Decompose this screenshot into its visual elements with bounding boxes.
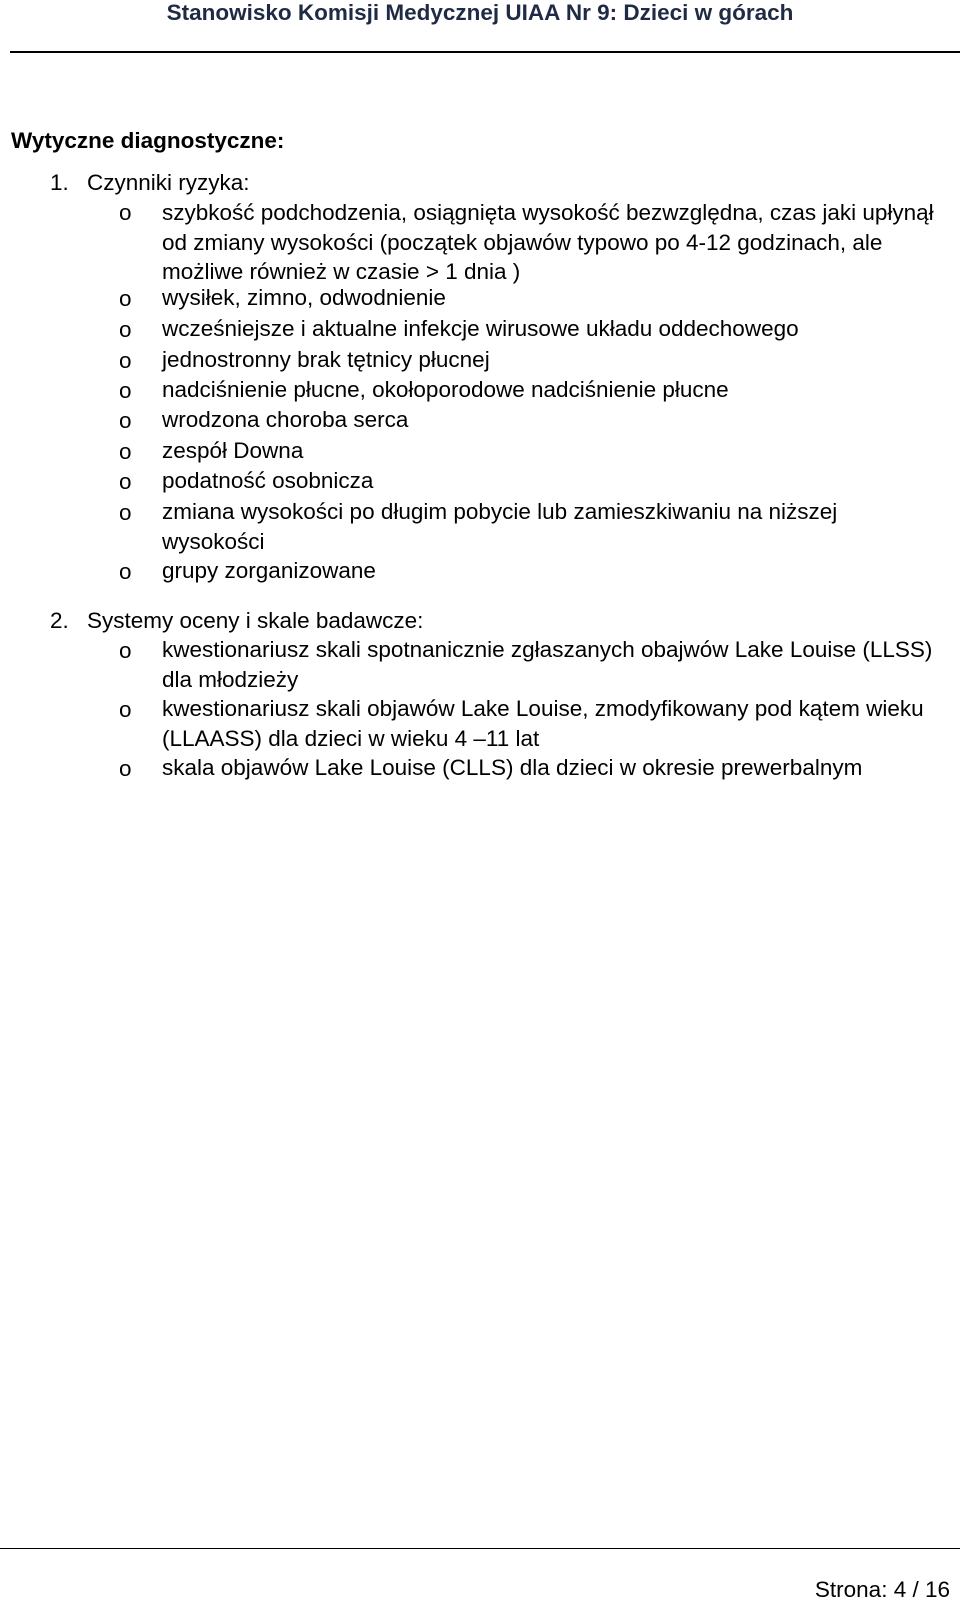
- list-item: skala objawów Lake Louise (CLLS) dla dzieci w okresie prewerbalnym: [162, 755, 863, 780]
- list-item: kwestionariusz skali objawów Lake Louise, zmodyfikowany pod kątem wieku (LLAASS) dla dzieci w wieku 4 –11 lat: [162, 696, 924, 751]
- bullet: o: [119, 348, 132, 373]
- bullet: o: [119, 559, 132, 584]
- list-item: zmiana wysokości po długim pobycie lub zamieszkiwaniu na niższej wysokości: [162, 499, 838, 554]
- list-item: nadciśnienie płucne, okołoporodowe nadciśnienie płucne: [162, 377, 729, 402]
- list-item: szybkość podchodzenia, osiągnięta wysokość bezwzględna, czas jaki upłynął od zmiany wysokości (początek objawów typowo po 4-12 godzinach, ale możliwe również w czasie > 1 dnia ): [162, 200, 934, 284]
- bullet: o: [119, 286, 132, 311]
- bullet: o: [119, 200, 132, 225]
- section-heading: Wytyczne diagnostyczne:: [11, 128, 285, 153]
- footer-divider: [0, 1548, 960, 1549]
- page-number: Strona: 4 / 16: [814, 1577, 950, 1602]
- list-number: 2.: [50, 608, 69, 633]
- list-title: Czynniki ryzyka:: [87, 170, 250, 195]
- list-number-1: [50, 169, 250, 197]
- header-divider: [10, 51, 960, 53]
- list-number-2: [50, 607, 423, 635]
- list-item: podatność osobnicza: [162, 468, 374, 493]
- bullet: o: [119, 439, 132, 464]
- list-item: grupy zorganizowane: [162, 558, 376, 583]
- list-item: kwestionariusz skali spotnanicznie zgłaszanych obajwów Lake Louise (LLSS) dla młodzieży: [162, 637, 933, 692]
- bullet: o: [119, 378, 132, 403]
- list-item: wysiłek, zimno, odwodnienie: [162, 285, 446, 310]
- bullet: o: [119, 317, 132, 342]
- list-item: zespół Downa: [162, 438, 304, 463]
- list-item: wcześniejsze i aktualne infekcje wirusowe układu oddechowego: [162, 316, 799, 341]
- list-item: wrodzona choroba serca: [162, 407, 409, 432]
- list-title: Systemy oceny i skale badawcze:: [87, 608, 424, 633]
- bullet: o: [119, 469, 132, 494]
- list-number: 1.: [50, 170, 69, 195]
- document-title: Stanowisko Komisji Medycznej UIAA Nr 9: Dzieci w górach: [166, 0, 794, 25]
- bullet: o: [119, 756, 132, 781]
- bullet: o: [119, 638, 132, 663]
- page-header: [0, 0, 960, 53]
- bullet: o: [119, 697, 132, 722]
- list-item: jednostronny brak tętnicy płucnej: [162, 347, 490, 372]
- bullet: o: [119, 408, 132, 433]
- bullet: o: [119, 500, 132, 525]
